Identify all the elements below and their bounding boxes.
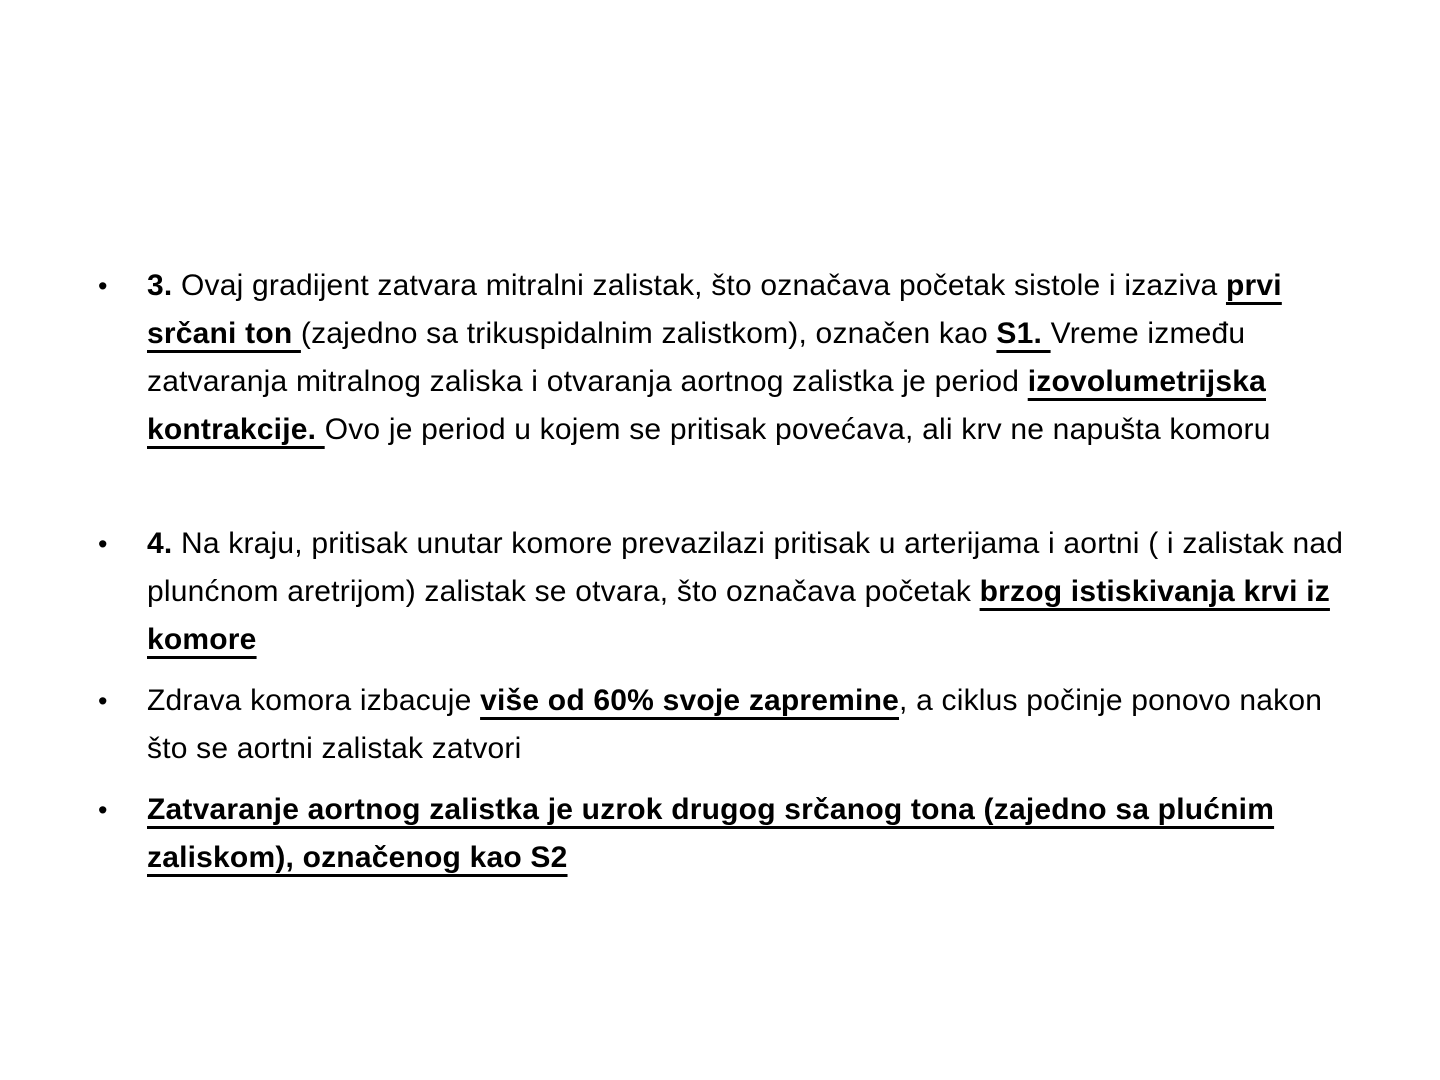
bullet-item [98, 262, 1350, 454]
bullet-item [98, 786, 1350, 882]
bullet-marker-icon: • [98, 795, 108, 825]
text-segment: Zdrava komora izbacuje [147, 684, 481, 717]
bullet-marker-icon: • [98, 271, 108, 301]
text-segment: brzog istiskivanja krvi iz komore [147, 575, 1330, 656]
text-segment: Vreme između zatvaranja mitralnog zaliska i otvaranja aortnog zalistka je period [147, 317, 1246, 398]
bullet-marker-icon: • [98, 529, 108, 559]
text-segment: 3. [147, 269, 181, 302]
text-segment: , a ciklus počinje ponovo nakon što se aortni zalistak zatvori [147, 684, 1323, 765]
text-segment: izovolumetrijska kontrakcije. [147, 365, 1266, 446]
bullet-list [98, 262, 1350, 895]
text-segment: Zatvaranje aortnog zalistka je uzrok drugog srčanog tona (zajedno sa plućnim zaliskom), označenog kao S2 [147, 793, 1275, 874]
text-segment: Ovo je period u kojem se pritisak povećava, ali krv ne napušta komoru [324, 413, 1271, 446]
text-segment: Na kraju, pritisak unutar komore prevazilazi pritisak u arterijama i aortni ( i zalistak nad plunćnom aretrijom) zalistak se otvara, što označava početak [147, 527, 1344, 608]
text-segment: S1. [996, 317, 1051, 350]
bullet-text [147, 520, 1350, 664]
bullet-item [98, 520, 1350, 664]
text-segment: 4. [147, 527, 181, 560]
bullet-item [98, 677, 1350, 773]
bullet-text [147, 786, 1350, 882]
bullet-text [147, 677, 1350, 773]
text-segment: (zajedno sa trikuspidalnim zalistkom), označen kao [300, 317, 997, 350]
bullet-marker-icon: • [98, 686, 108, 716]
text-segment: prvi srčani ton [147, 269, 1282, 350]
bullet-text [147, 262, 1350, 454]
text-segment: više od 60% svoje zapremine [480, 684, 900, 717]
text-segment: Ovaj gradijent zatvara mitralni zalistak, što označava početak sistole i izaziva [180, 269, 1226, 302]
